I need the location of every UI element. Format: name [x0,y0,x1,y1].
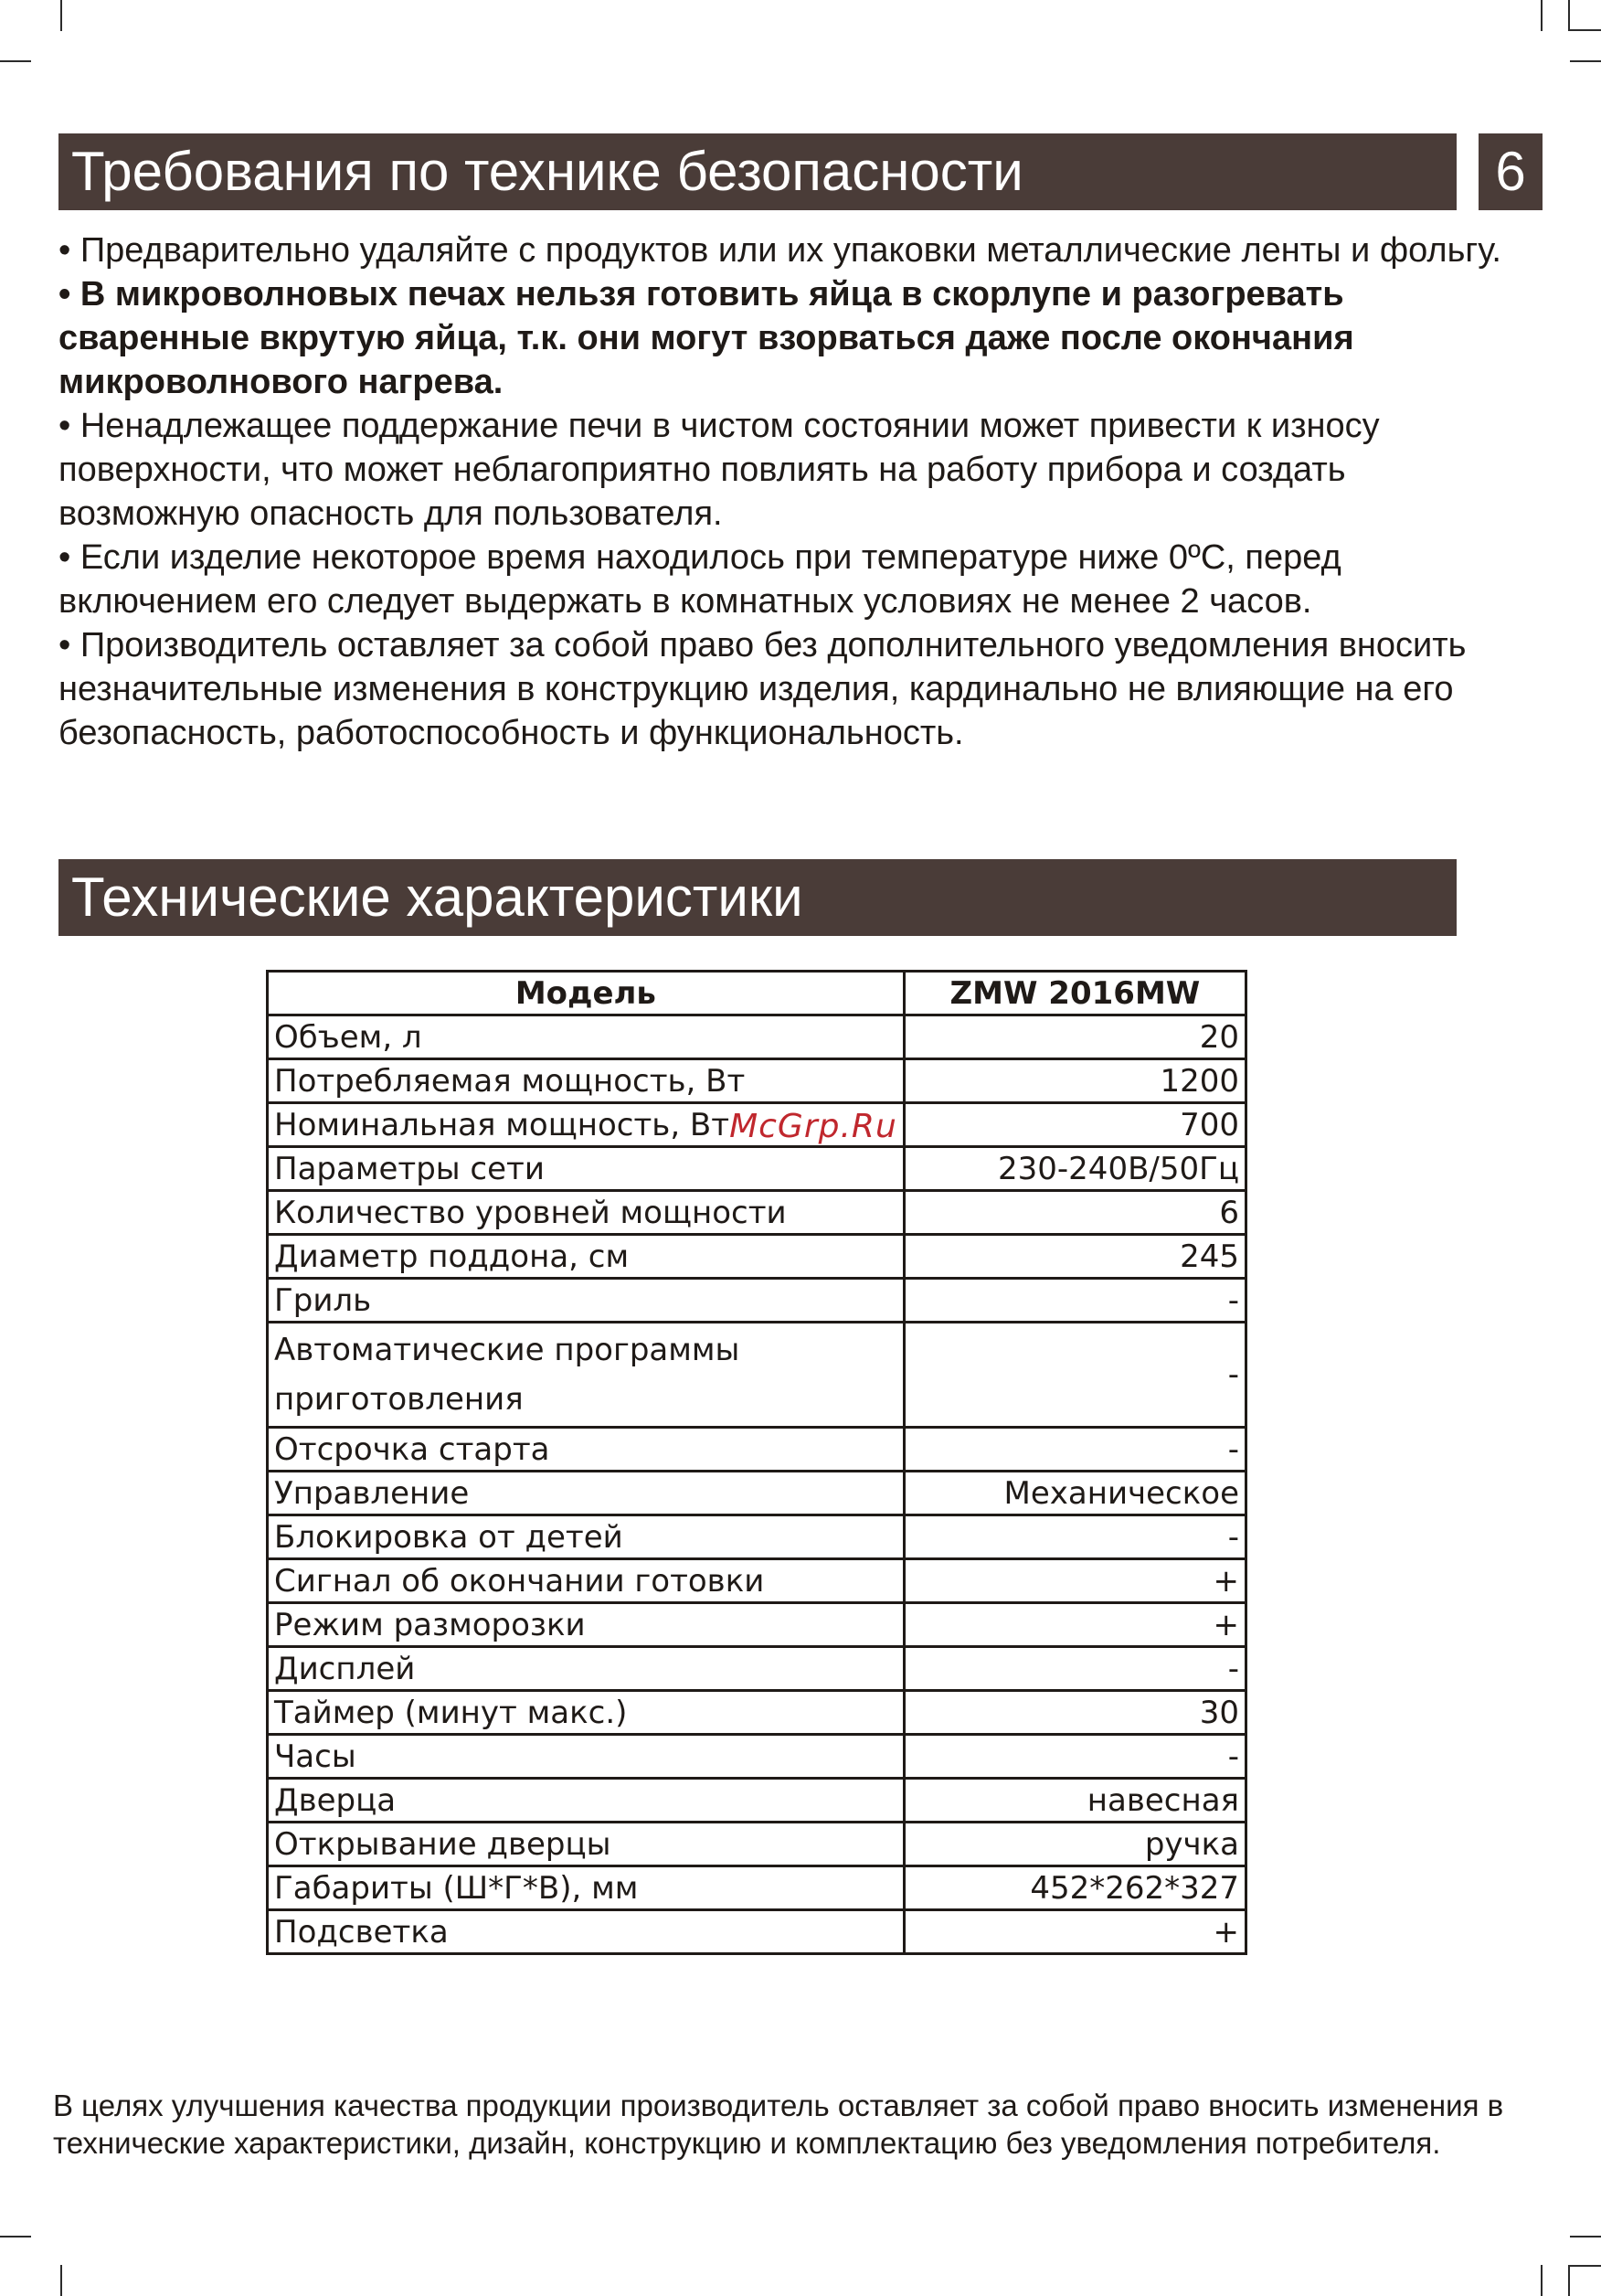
spec-param: Блокировка от детей [268,1515,905,1559]
table-row [268,1059,1246,1103]
spec-value: + [904,1559,1246,1603]
safety-paragraph-bold: • В микроволновых печах нельзя готовить яйца в скорлупе и разогревать сваренные вкрутую яйца, т.к. они могут взорваться даже после окончания микроволнового нагрева. [58,275,1354,401]
specs-table [266,970,1247,1955]
safety-paragraph: • Производитель оставляет за собой право без дополнительного уведомления вносить незначительные изменения в конструкцию изделия, кардинально не влияющие на его безопасность, работоспособность и функциональность. [58,626,1467,752]
table-row [268,1235,1246,1279]
spec-param: Диаметр поддона, см [268,1235,905,1279]
spec-value: 6 [904,1191,1246,1235]
watermark-text: McGrp.Ru [729,1108,897,1145]
table-row [268,1823,1246,1866]
spec-value: - [904,1279,1246,1323]
crop-mark [0,60,31,62]
spec-value: 1200 [904,1059,1246,1103]
spec-param: Часы [268,1735,905,1779]
spec-value: 245 [904,1235,1246,1279]
spec-value: 230-240В/50Гц [904,1147,1246,1191]
spec-value: ручка [904,1823,1246,1866]
spec-value: навесная [904,1779,1246,1823]
spec-value: - [904,1735,1246,1779]
spec-value: - [904,1428,1246,1472]
table-row [268,1103,1246,1147]
specs-header-model: ZMW 2016MW [904,972,1246,1015]
crop-mark [1541,2265,1543,2296]
table-row [268,1691,1246,1735]
spec-param: Сигнал об окончании готовки [268,1559,905,1603]
specs-header-param: Модель [268,972,905,1015]
table-row [268,1779,1246,1823]
table-row [268,1323,1246,1428]
spec-param: Подсветка [268,1910,905,1954]
spec-param: Дисплей [268,1647,905,1691]
crop-mark [1541,0,1543,31]
spec-param: Таймер (минут макс.) [268,1691,905,1735]
spec-param [268,1103,905,1147]
safety-paragraph: • Ненадлежащее поддержание печи в чистом состоянии может привести к износу поверхности, что может неблагоприятно повлиять на работу прибора и создать возможную опасность для пользователя. [58,407,1380,533]
spec-param: Потребляемая мощность, Вт [268,1059,905,1103]
table-row [268,1472,1246,1515]
table-row [268,1515,1246,1559]
table-row [268,1279,1246,1323]
table-row [268,1603,1246,1647]
spec-param: Объем, л [268,1015,905,1059]
crop-mark [1570,60,1601,62]
crop-mark [60,2265,62,2296]
spec-value: 20 [904,1015,1246,1059]
table-row [268,1910,1246,1954]
crop-mark [0,2236,31,2238]
spec-param: Количество уровней мощности [268,1191,905,1235]
table-row [268,1735,1246,1779]
table-row [268,1147,1246,1191]
spec-param: Управление [268,1472,905,1515]
specs-header-row [268,972,1246,1015]
spec-value: - [904,1323,1246,1428]
spec-param: Отсрочка старта [268,1428,905,1472]
safety-text [58,229,1521,755]
spec-value: 700 [904,1103,1246,1147]
spec-param: Гриль [268,1279,905,1323]
spec-value: + [904,1910,1246,1954]
spec-param: Параметры сети [268,1147,905,1191]
footer-note: В целях улучшения качества продукции производитель оставляет за собой право вносить изменения в технические характеристики, дизайн, конструкцию и комплектацию без уведомления потребителя. [53,2089,1504,2160]
safety-paragraph: • Если изделие некоторое время находилось при температуре ниже 0ºС, перед включением его следует выдержать в комнатных условиях не менее 2 часов. [58,538,1341,621]
safety-paragraph: • Предварительно удаляйте с продуктов или их упаковки металлические ленты и фольгу. [58,231,1501,270]
table-row [268,1866,1246,1910]
page-number: 6 [1479,133,1543,210]
crop-mark [1570,2265,1601,2267]
table-row [268,1015,1246,1059]
crop-mark [1568,2265,1570,2296]
spec-param: Открывание дверцы [268,1823,905,1866]
crop-mark [1570,29,1601,31]
spec-value: - [904,1647,1246,1691]
safety-section-title: Требования по технике безопасности [58,133,1457,210]
table-row [268,1428,1246,1472]
spec-param-text: Номинальная мощность, Вт [274,1107,730,1143]
spec-param: Автоматические программы приготовления [268,1323,905,1428]
specs-section-title: Технические характеристики [58,859,1457,936]
spec-param: Дверца [268,1779,905,1823]
table-row [268,1647,1246,1691]
crop-mark [1568,0,1570,31]
crop-mark [1570,2236,1601,2238]
spec-value: Механическое [904,1472,1246,1515]
table-row [268,1559,1246,1603]
table-row [268,1191,1246,1235]
spec-param: Режим разморозки [268,1603,905,1647]
spec-value: - [904,1515,1246,1559]
crop-mark [60,0,62,31]
spec-value: 452*262*327 [904,1866,1246,1910]
spec-param: Габариты (Ш*Г*В), мм [268,1866,905,1910]
spec-value: + [904,1603,1246,1647]
spec-value: 30 [904,1691,1246,1735]
